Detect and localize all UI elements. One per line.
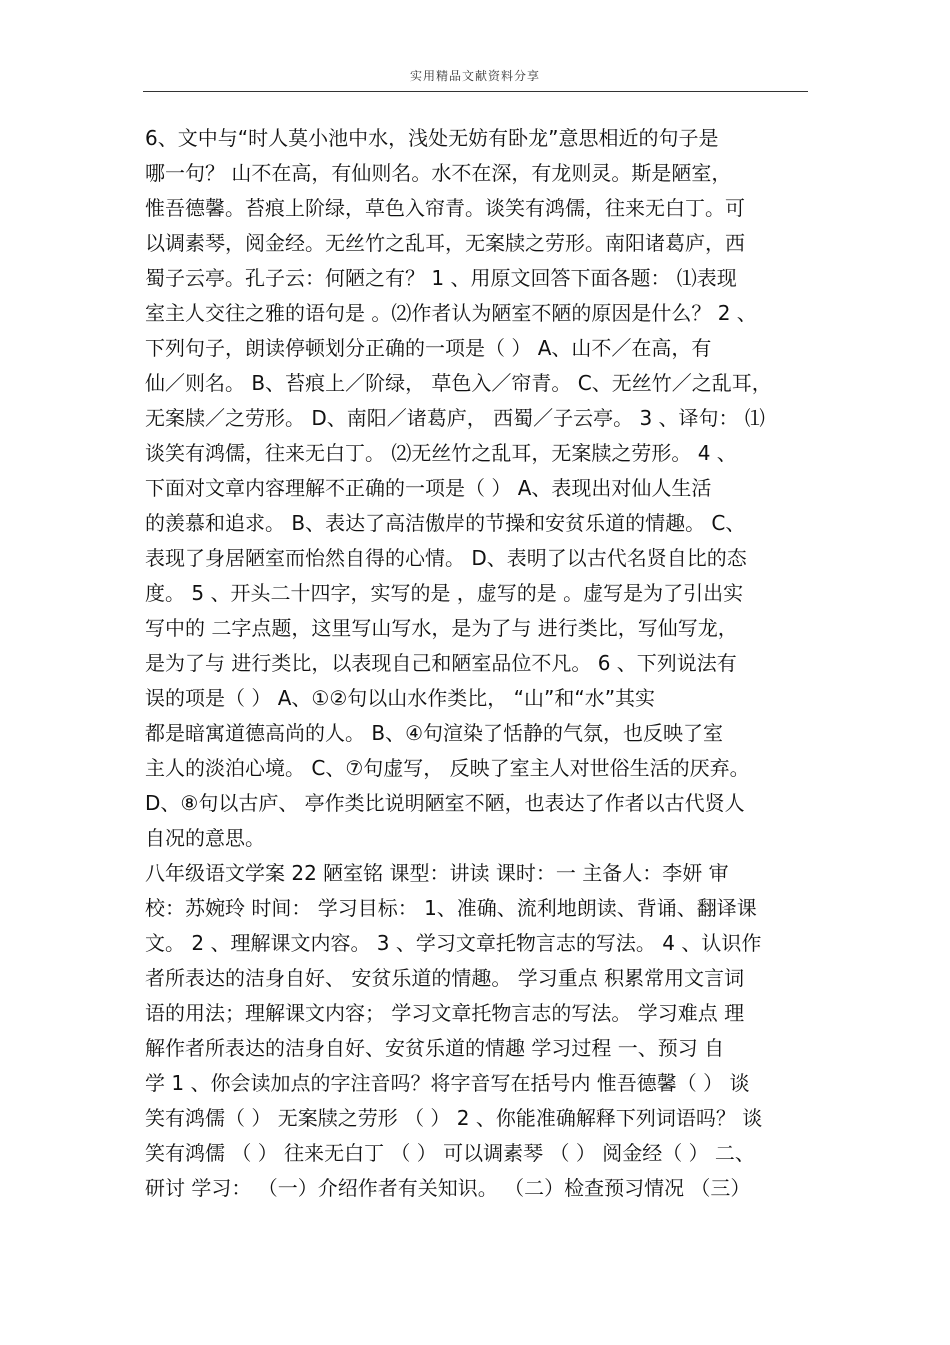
text-line: 笑有鸿儒 （ ） 往来无白丁 （ ） 可以调素琴 （ ） 阅金经（ ） 二、: [145, 1141, 755, 1165]
text-line: 解作者所表达的洁身自好、安贫乐道的情趣 学习过程 一、预习 自: [145, 1036, 725, 1060]
text-line: 谈笑有鸿儒，往来无白丁。 ⑵无丝竹之乱耳，无案牍之劳形。 4 、: [145, 441, 737, 465]
text-line: 主人的淡泊心境。 C、⑦句虚写， 反映了室主人对世俗生活的厌弃。: [145, 756, 750, 780]
text-line: 写中的 二字点题，这里写山写水，是为了与 进行类比，写仙写龙，: [145, 616, 738, 640]
text-line: 者所表达的洁身自好、 安贫乐道的情趣。 学习重点 积累常用文言词: [145, 966, 745, 990]
text-line: 度。 5 、开头二十四字，实写的是 ，虚写的是 。虚写是为了引出实: [145, 581, 744, 605]
text-line: 都是暗寓道德高尚的人。 B、④句渲染了恬静的气氛，也反映了室: [145, 721, 724, 745]
text-line: 研讨 学习： （一）介绍作者有关知识。 （二）检查预习情况 （三）: [145, 1176, 751, 1200]
text-line: 以调素琴，阅金经。无丝竹之乱耳，无案牍之劳形。南阳诸葛庐，西: [145, 231, 745, 255]
text-line: 表现了身居陋室而怡然自得的心情。 D、表明了以古代名贤自比的态: [145, 546, 747, 570]
text-line: 无案牍／之劳形。 D、南阳／诸葛庐， 西蜀／子云亭。 3 、译句： ⑴: [145, 406, 765, 430]
text-line: 室主人交往之雅的语句是 。⑵作者认为陋室不陋的原因是什么？ 2 、: [145, 301, 757, 325]
text-line: D、⑧句以古庐、 亭作类比说明陋室不陋，也表达了作者以古代贤人: [145, 791, 745, 815]
text-line: 笑有鸿儒（ ） 无案牍之劳形 （ ） 2 、你能准确解释下列词语吗？ 谈: [145, 1106, 763, 1130]
text-line: 6、文中与“时人莫小池中水，浅处无妨有卧龙”意思相近的句子是: [145, 126, 719, 150]
text-line: 哪一句？ 山不在高，有仙则名。水不在深，有龙则灵。斯是陋室，: [145, 161, 732, 185]
header-divider: [143, 91, 808, 92]
text-line: 下列句子，朗读停顿划分正确的一项是（ ） A、山不／在高，有: [145, 336, 712, 360]
text-line: 自况的意思。: [145, 826, 265, 850]
text-line: 语的用法；理解课文内容； 学习文章托物言志的写法。 学习难点 理: [145, 1001, 745, 1025]
text-line: 误的项是（ ） A、①②句以山水作类比， “山”和“水”其实: [145, 686, 656, 710]
text-line: 是为了与 进行类比，以表现自己和陋室品位不凡。 6 、下列说法有: [145, 651, 737, 675]
text-line: 下面对文章内容理解不正确的一项是（ ） A、表现出对仙人生活: [145, 476, 712, 500]
text-line: 惟吾德馨。苔痕上阶绿，草色入帘青。谈笑有鸿儒，往来无白丁。可: [145, 196, 745, 220]
text-line: 蜀子云亭。孔子云：何陋之有？ 1 、用原文回答下面各题： ⑴表现: [145, 266, 737, 290]
text-line: 的羡慕和追求。 B、表达了高洁傲岸的节操和安贫乐道的情趣。 C、: [145, 511, 746, 535]
text-line: 仙／则名。 B、苔痕上／阶绿， 草色入／帘青。 C、无丝竹／之乱耳，: [145, 371, 772, 395]
text-line: 学 1 、你会读加点的字注音吗？将字音写在括号内 惟吾德馨（ ） 谈: [145, 1071, 750, 1095]
page-header-title: 实用精品文献资料分享: [409, 69, 540, 83]
text-line: 文。 2 、理解课文内容。 3 、学习文章托物言志的写法。 4 、认识作: [145, 931, 762, 955]
text-line: 校：苏婉玲 时间： 学习目标： 1、准确、流利地朗读、背诵、翻译课: [145, 896, 757, 920]
text-line: 八年级语文学案 22 陋室铭 课型：讲读 课时：一 主备人：李妍 审: [145, 861, 729, 885]
document-body: [145, 121, 835, 1206]
